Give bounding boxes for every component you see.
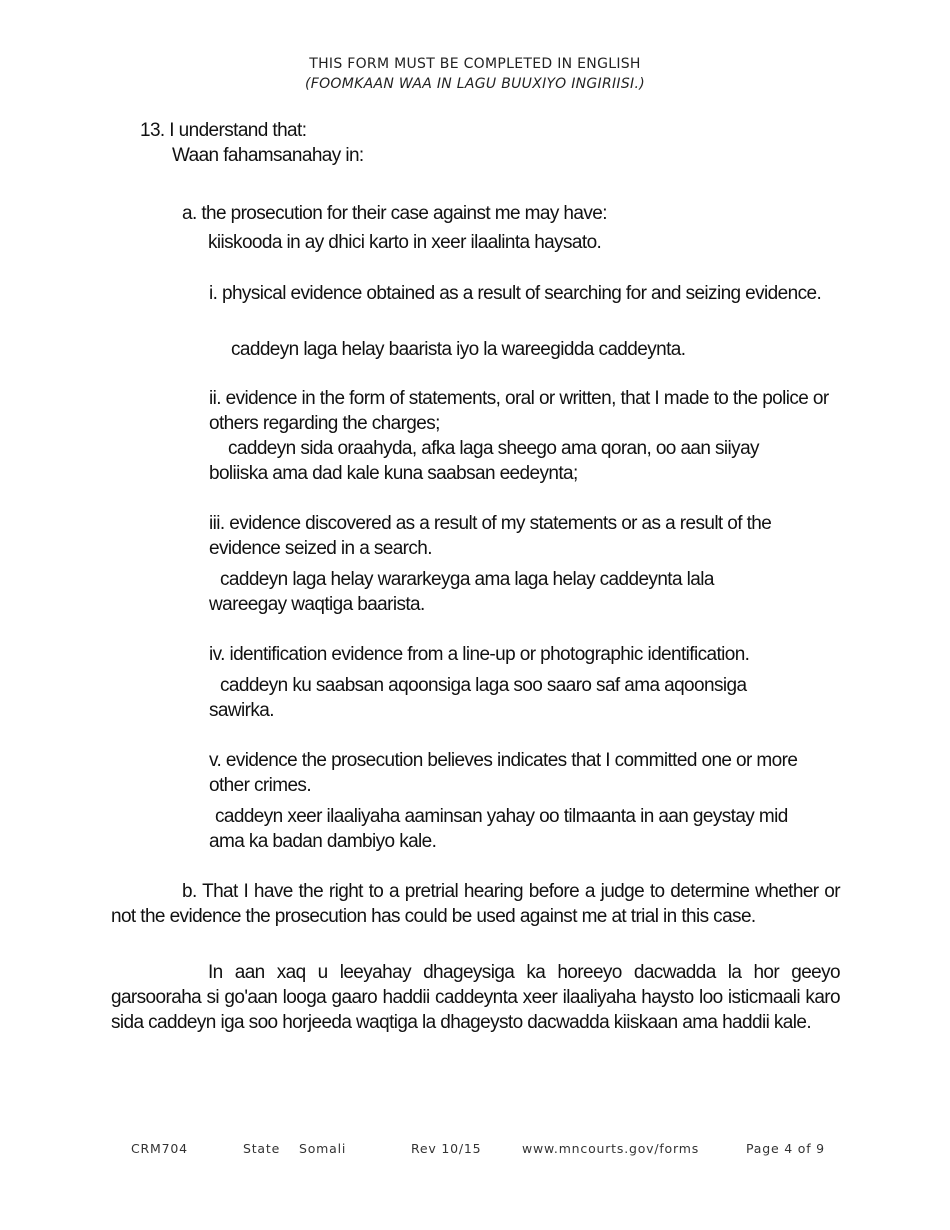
item-13-title: 13. I understand that: — [140, 120, 307, 141]
subitem-iii-text-somali: caddeyn laga helay wararkeyga ama laga helay caddeynta lala wareegay waqtiga baarista. — [209, 569, 714, 615]
subitem-iii-text: iii. evidence discovered as a result of my statements or as a result of the evidence seized in a search. — [209, 513, 772, 559]
footer-language: Somali — [299, 1141, 347, 1156]
item-b-text: b. That I have the right to a pretrial hearing before a judge to determine whether or not the evidence the prosecution has could be used against me at trial in this case. — [111, 881, 840, 927]
subitem-ii-text-somali: caddeyn sida oraahyda, afka laga sheego ama qoran, oo aan siiyay boliiska ama dad kale kuna saabsan eedeynta; — [209, 438, 759, 484]
footer-page-number: Page 4 of 9 — [746, 1141, 825, 1156]
subitem-iv-text-somali: caddeyn ku saabsan aqoonsiga laga soo saaro saf ama aqoonsiga sawirka. — [209, 675, 747, 721]
footer-state: State — [243, 1141, 281, 1156]
footer-form-code: CRM704 — [131, 1141, 188, 1156]
subitem-i-text-somali: caddeyn laga helay baarista iyo la wareegidda caddeynta. — [231, 339, 686, 360]
item-b-text-somali: In aan xaq u leeyahay dhageysiga ka horeeyo dacwadda la hor geeyo garsooraha si go'aan looga gaaro haddii caddeynta xeer ilaaliyaha haysto loo isticmaali karo sida caddeyn iga soo horjeeda waqtiga la dhageysto dacwadda kiiskaan ama haddii kale. — [111, 962, 840, 1033]
item-a-text-somali: kiiskooda in ay dhici karto in xeer ilaalinta haysato. — [208, 232, 602, 253]
item-a-text: a. the prosecution for their case against me may have: — [182, 203, 607, 224]
subitem-v-text: v. evidence the prosecution believes indicates that I committed one or more other crimes. — [209, 750, 798, 796]
subitem-iv-text: iv. identification evidence from a line-up or photographic identification. — [209, 644, 750, 665]
header-english-notice: THIS FORM MUST BE COMPLETED IN ENGLISH — [309, 56, 641, 72]
subitem-i-text: i. physical evidence obtained as a result of searching for and seizing evidence. — [209, 283, 822, 304]
footer-url: www.mncourts.gov/forms — [522, 1141, 700, 1156]
footer-revision: Rev 10/15 — [411, 1141, 482, 1156]
subitem-v-text-somali: caddeyn xeer ilaaliyaha aaminsan yahay oo tilmaanta in aan geystay mid ama ka badan dambiyo kale. — [209, 806, 788, 852]
subitem-ii-text: ii. evidence in the form of statements, oral or written, that I made to the police or others regarding the charges; — [209, 388, 829, 434]
item-13-title-somali: Waan fahamsanahay in: — [172, 145, 364, 166]
header-somali-notice: (FOOMKAAN WAA IN LAGU BUUXIYO INGIRIISI.) — [304, 76, 645, 92]
